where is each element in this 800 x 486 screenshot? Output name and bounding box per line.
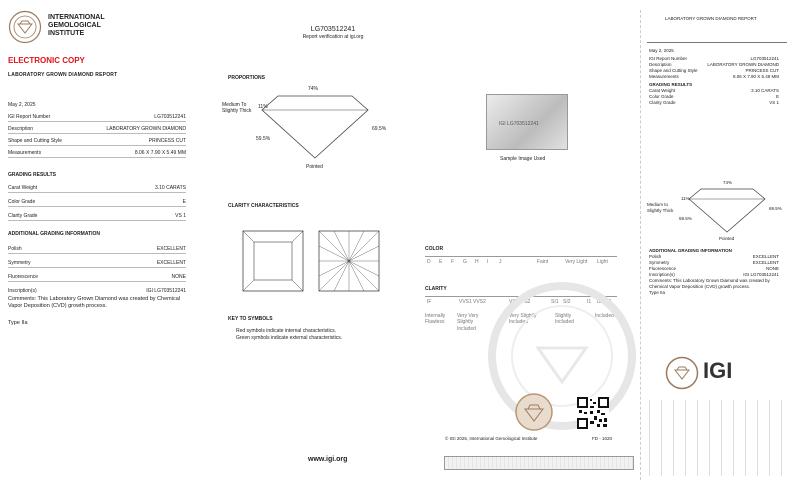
rotated-fine-print [643,400,789,476]
report-details [8,114,186,158]
igi-seal-icon [8,10,42,44]
org-name-line1: INTERNATIONAL [48,14,105,21]
right-rule [647,42,787,43]
report-date: May 2, 2025 [8,102,36,108]
crown-plot-icon [242,230,304,292]
right-panel [640,10,792,480]
color-scale-title: COLOR [425,246,444,252]
website[interactable]: www.igi.org [308,456,348,463]
qr-code-icon[interactable] [577,397,609,429]
fine-print-box [444,456,634,470]
left-header [8,10,198,70]
depth-percent: 69.5% [372,126,387,132]
detail-row: Measurements 8.06 X 7.90 X 5.49 MM [8,150,186,156]
bronze-seal-icon [514,392,554,432]
additional-row: Symmetry EXCELLENT [8,260,186,266]
additional-row: Polish EXCELLENT [8,246,186,252]
diamond-type: Type IIa [8,320,28,326]
right-additional: ADDITIONAL GRADING INFORMATION Polish EXCELLENT Symmetry EXCELLENT Fluorescence NONE Inscription(s) IGI LG703512241 Comments: This Laboratory Grown Diamond was created by Chemical Vapor Deposition (CVD) growth process. Type IIa [649,248,779,295]
grading-row: Clarity Grade VS 1 [8,213,186,219]
clarity-scale: IF VVS1 VVS2 VS1 VS2 SI1 SI2 I1 I2 I3 Internally Flawless Very Very Slightly Included Very Slightly Included Slightly Included Included [425,296,617,330]
crown-percent: 11% [258,104,268,110]
org-name-line3: INSTITUTE [48,30,85,37]
additional-row: Fluorescence NONE [8,274,186,280]
report-number-header [268,26,398,40]
symbols-line-2: Green symbols indicate external characteristics. [236,335,343,341]
right-proportions-diagram: 74% 69.5% 11% 59.5% Medium to Slightly Thick Pointed [647,180,782,241]
sample-caption: Sample Image Used [500,156,546,162]
clarity-scale-title: CLARITY [425,286,447,292]
additional-grading [8,246,186,295]
sample-image [486,94,568,150]
pavilion-plot-icon [318,230,380,292]
right-date: May 2, 2025 [649,48,674,53]
right-details: IGI Report Number LG703512241 Description LABORATORY GROWN DIAMOND Shape and Cutting Style PRINCESS CUT Measurements 8.06 X 7.90 X 5.49 MM GRADING RESULTS Carat Weight 3.10 CARATS Color Grade E Clarity Grade VS 1 [649,56,779,105]
symbols-line-1: Red symbols indicate internal characteristics. [236,328,337,334]
additional-grading-title: ADDITIONAL GRADING INFORMATION [8,231,101,237]
report-verification: Report verification at igi.org [302,34,364,40]
proportions-title: PROPORTIONS [228,75,265,81]
comments: Comments: This Laboratory Grown Diamond was created by Chemical Vapor Deposition (CVD) growth process. [8,296,180,309]
org-name-line2: GEMOLOGICAL [48,22,101,29]
color-scale: D E F G H I J Faint Very Light Light [425,256,617,257]
clarity-characteristics-title: CLARITY CHARACTERISTICS [228,203,299,209]
girdle-description: Medium To Slightly Thick [222,102,252,115]
right-title: LABORATORY GROWN DIAMOND REPORT [665,16,757,21]
right-igi-seal-icon [665,356,699,390]
grading-results-title: GRADING RESULTS [8,172,56,178]
watermark-seal-icon [488,282,636,430]
pavilion-percent: 59.5% [256,136,271,142]
grading-row: Carat Weight 3.10 CARATS [8,185,186,191]
grading-results [8,185,186,221]
form-number: FD - 1020 [592,436,613,441]
culet-description: Pointed [306,164,323,170]
report-number: LG703512241 [310,26,356,33]
detail-row: IGI Report Number LG703512241 [8,114,186,120]
key-to-symbols-title: KEY TO SYMBOLS [228,316,273,322]
proportions-diagram [222,86,402,176]
table-percent: 74% [308,86,319,92]
report-title: LABORATORY GROWN DIAMOND REPORT [8,72,118,78]
grading-row: Color Grade E [8,199,186,205]
sample-inscription: IGI LG703512241 [499,121,539,127]
right-diamond-profile-icon [687,186,767,236]
igi-logo-text: IGI [703,358,733,383]
detail-row: Shape and Cutting Style PRINCESS CUT [8,138,186,144]
diamond-profile-icon [260,92,370,162]
electronic-copy-label: ELECTRONIC COPY [8,56,85,65]
copyright: © IGI 2025, International Gemological Institute [445,436,538,441]
additional-row: Inscription(s) IGI LG703512241 [8,288,186,294]
detail-row: Description LABORATORY GROWN DIAMOND [8,126,186,132]
